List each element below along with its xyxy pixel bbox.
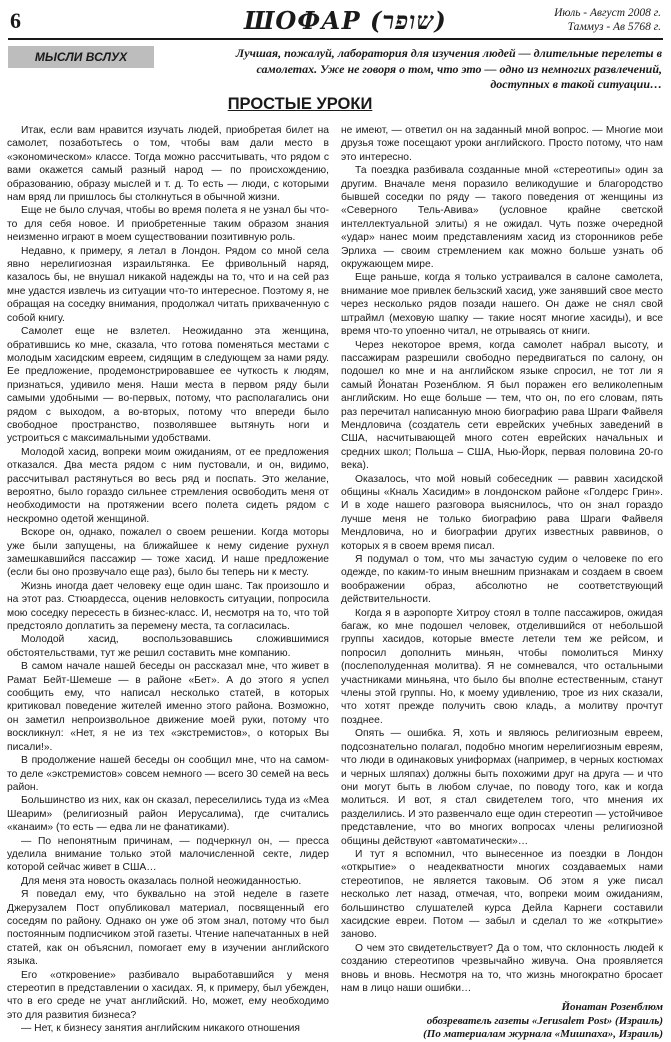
paragraph: Вскоре он, однако, пожалел о своем решении. Когда моторы уже были запущены, на ближайшее к нему сидение рухнул замешкавшийся пассажир — тоже хасид. И наше предложение (если бы оно прозвучало еще раз), было бы теперь ни к месту. [7,527,329,579]
paragraph: Его «откровение» разбивало выработавшийся у меня стереотип в представлении о хасидах. Я, к примеру, был убежден, что в его среде не учат английский. Но, может, ему необходимо это для развития бизнеса? [7,969,329,1021]
paragraph: Опять — ошибка. Я, хоть и являюсь религиозным евреем, подсознательно полагал, подобно многим нерелигиозным евреям, что люди в одинаковых униформах (например, в черных костюмах и черных шляпах) должны быть похожими друг на друга — и что они могут быть в любом случае, по поводу того, как и когда молиться. И вот, я стал свидетелем того, что мнения их разделились. И это развенчало еще один стереотип — устойчивое представление, что во многих вопросах члены религиозной общины действуют «автоматически»… [341,728,663,847]
paragraph: Жизнь иногда дает человеку еще один шанс. Так произошло и на этот раз. Стюардесса, оценив неловкость ситуации, попросила мою соседку пересесть в бизнес-класс. И, несмотря на то, что той предстояло доплатить за перемену места, та согласилась. [7,580,329,633]
paragraph: Я поведал ему, что буквально на этой неделе в газете Джерузалем Пост опубликовал материал, посвященный его соседям по району. Однако он уже об этом знал, потому что был постоянным подписчиком этой газеты. Чтение напечатанных в ней статей, как он объяснил, помогает ему в изучении английского языка. [7,889,329,968]
paragraph: не имеют, — ответил он на заданный мной вопрос. — Многие мои друзья тоже посещают уроки английского. Просто потому, что нам это интересно. [341,125,663,163]
paragraph: В самом начале нашей беседы он рассказал мне, что живет в Рамат Бейт-Шемеше — в районе «Бет». А до этого я успел сообщить ему, что написал несколько статей, в которых критиковал поведение жителей именно этого района. Возможно, он заметил непроизвольное движение моей руки, потому что воскликнул: «Нет, я не из тех «экстремистов», о которых Вы писали!». [7,661,329,753]
paragraph: Та поездка разбивала созданные мной «стереотипы» один за другим. Вначале меня поразило великодушие и благородство бывшей соседки по ряду — такого поведения от женщины из «Северного Тель-Авива» (условное крайне светской интеллектуальной элиты) я не ожидал. Чуть позже очередной «удар» нанес моим представлениям хасид из сторонников ребе Эрлиха — своим стремлением как можно больше узнать об окружающем мире. [341,165,663,271]
article-lead: Лучшая, пожалуй, лаборатория для изучения людей — длительные перелеты в самолетах. Уже не говоря о том, что это — одно из немногих развлечений, доступных в такой ситуации… [235,46,662,91]
section-rubric: МЫСЛИ ВСЛУХ [8,46,154,68]
author-name: Йонатан Розенблюм [561,1001,663,1014]
date-gregorian: Июль - Август 2008 г. [554,7,661,19]
paragraph: Еще не было случая, чтобы во время полета я не узнал бы что-то для себя новое. И приобретенные таким образом знания неизменно играют в моем существовании позитивную роль. [7,205,329,244]
paragraph: Молодой хасид, вопреки моим ожиданиям, от ее предложения отказался. Два места рядом с ним пустовали, и он, видимо, рассчитывал растянуться во весь ряд и поспать. Это желание, вероятно, было гораздо сильнее стремления освободить меня от необходимости на протяжении всего полета сидеть рядом с нескромно одетой женщиной. [7,446,329,525]
page-number: 6 [10,8,21,33]
paragraph: В продолжение нашей беседы он сообщил мне, что на самом-то деле «экстремистов» совсем немного — всего 30 семей на весь район. [7,755,329,793]
paragraph: — По непонятным причинам, — подчеркнул он, — пресса уделила внимание только этой малочисленной секте, лидер которой сейчас живет в США… [7,835,329,874]
paragraph: Я подумал о том, что мы зачастую судим о человеке по его одежде, по каким-то иным внешним признакам и создаем в своем воображении образ, абсолютно не соответствующий действительности. [341,554,663,606]
issue-dates [554,6,661,34]
paragraph: О чем это свидетельствует? Да о том, что склонность людей к созданию стереотипов чрезвычайно живуча. Она проявляется вновь и вновь. Несмотря на то, что жизнь многократно бросает нам в лицо наши ошибки… [341,942,663,994]
paragraph: Для меня эта новость оказалась полной неожиданностью. [21,875,302,887]
paragraph: — Нет, к бизнесу занятия английским никакого отношения [21,1023,300,1035]
article-column-left [7,124,329,1035]
paragraph: Когда я в аэропорте Хитроу стоял в толпе пассажиров, ожидая багаж, ко мне подошел человек, отделившийся от небольшой группы хасидов, которые вместе летели тем же рейсом, и попросил дополнить миньян, чтобы помолиться Минху (послеполуденная молитва). Я не сомневался, что остальными участниками миньяна, что было бы вполне естественным, станут члены этой группы. Но, к моему удивлению, трое из них сказали, что хотят прежде получить свою кладь, а молитву прочтут позднее. [341,607,663,726]
paragraph: Самолет еще не взлетел. Неожиданно эта женщина, обратившись ко мне, сказала, что готова поменяться местами с молодым хасидским евреем, сидящим в следующем за нами ряду. Ее предложение, продемонстрировавшее ее чуткость к людям, признаться, удивило меня. Наши места в первом ряду были самыми удобными — во-первых, потому, что располагались они рядом с выходом, а во-вторых, потому что впереди было свободное пространство, позволявшее вытянуть ноги и устроиться с максимальными удобствами. [7,326,329,445]
paragraph: И тут я вспомнил, что вынесенное из поездки в Лондон «открытие» о неадекватности многих создаваемых нами стереотипов, не является таковым. Об этом я уже писал несколько лет назад, отмечая, что, вопреки моим ожиданиям, большинство слушателей курса Дейла Карнеги составили хасидские евреи. Потом — забыл и сделал то же «открытие» заново. [341,848,663,941]
article-column-right [341,124,663,1041]
paragraph: Еще раньше, когда я только устраивался в салоне самолета, внимание мое привлек бельзский хасид, уже занявший свое место через несколько рядов позади нашего. Он даже не снял свой штраймл (меховую шапку — такие носят многие хасиды), и все время что-то упоенно читал, не отрываясь от книги. [341,272,663,338]
paragraph: Недавно, к примеру, я летал в Лондон. Рядом со мной села явно нерелигиозная израильтянка. Ее фривольный наряд, казалось бы, не внушал никакой надежды на то, что и на сей раз мне удастся извлечь из ситуации что-то интересное. Поэтому я, не обращая на соседку внимания, продолжал читать прихваченную с собой книгу. [7,245,329,324]
paragraph: Через некоторое время, когда самолет набрал высоту, и пассажирам разрешили свободно передвигаться по салону, он подошел ко мне и на английском языке спросил, не тот ли я самый Йонатан Розенблюм. Я был поражен его великолепным английским. Но еще больше — тем, что он, по его словам, пять раз перечитал написанную мною биографию рава Шраги Файвеля Мендловича (создатель сети еврейских учебных заведений в США, насчитывающей много сотен еврейских начальных и средних школ; Польша – США, Нью-Йорк, первая половина 20-го века). [341,339,663,472]
article-title: ПРОСТЫЕ УРОКИ [227,95,373,113]
paragraph: Молодой хасид, воспользовавшись сложившимися обстоятельствами, тут же решил составить мне компанию. [7,634,329,659]
article-source: (По материалам журнала «Мишпаха», Израиль) [423,1028,663,1041]
paragraph: Итак, если вам нравится изучать людей, приобретая билет на самолет, позаботьтесь о том, чтобы вам дали место в «экономическом» классе. Тогда можно рассчитывать, что рядом с вами окажется самый разный народ — по происхождению, образованию, образу мыслей и т. д. То есть — люди, с которыми нам вряд ли пришлось бы столкнуться в обычной жизни. [7,125,329,204]
paragraph: Большинство из них, как он сказал, переселились туда из «Меа Шеарим» (религиозный район Иерусалима), где считались «канаим» (то есть — едва ли не фанатиками). [7,795,329,834]
masthead: ШОФАР (שופר) [244,6,447,35]
author-signature [341,1001,663,1042]
paragraph: Оказалось, что мой новый собеседник — раввин хасидской общины «Кналь Хасидим» в лондонском районе «Голдерс Грин». И в ходе нашего разговора выяснилось, что он знал гораздо лучше меня не только биографию рава Шраги Файвеля Мендловича, но и биографии других известных раввинов, о которых я в своем время писал. [341,473,663,552]
author-role: обозреватель газеты «Jerusalem Post» (Израиль) [426,1014,663,1027]
date-hebrew: Таммуз - Ав 5768 г. [567,21,661,33]
page-header [8,4,663,40]
